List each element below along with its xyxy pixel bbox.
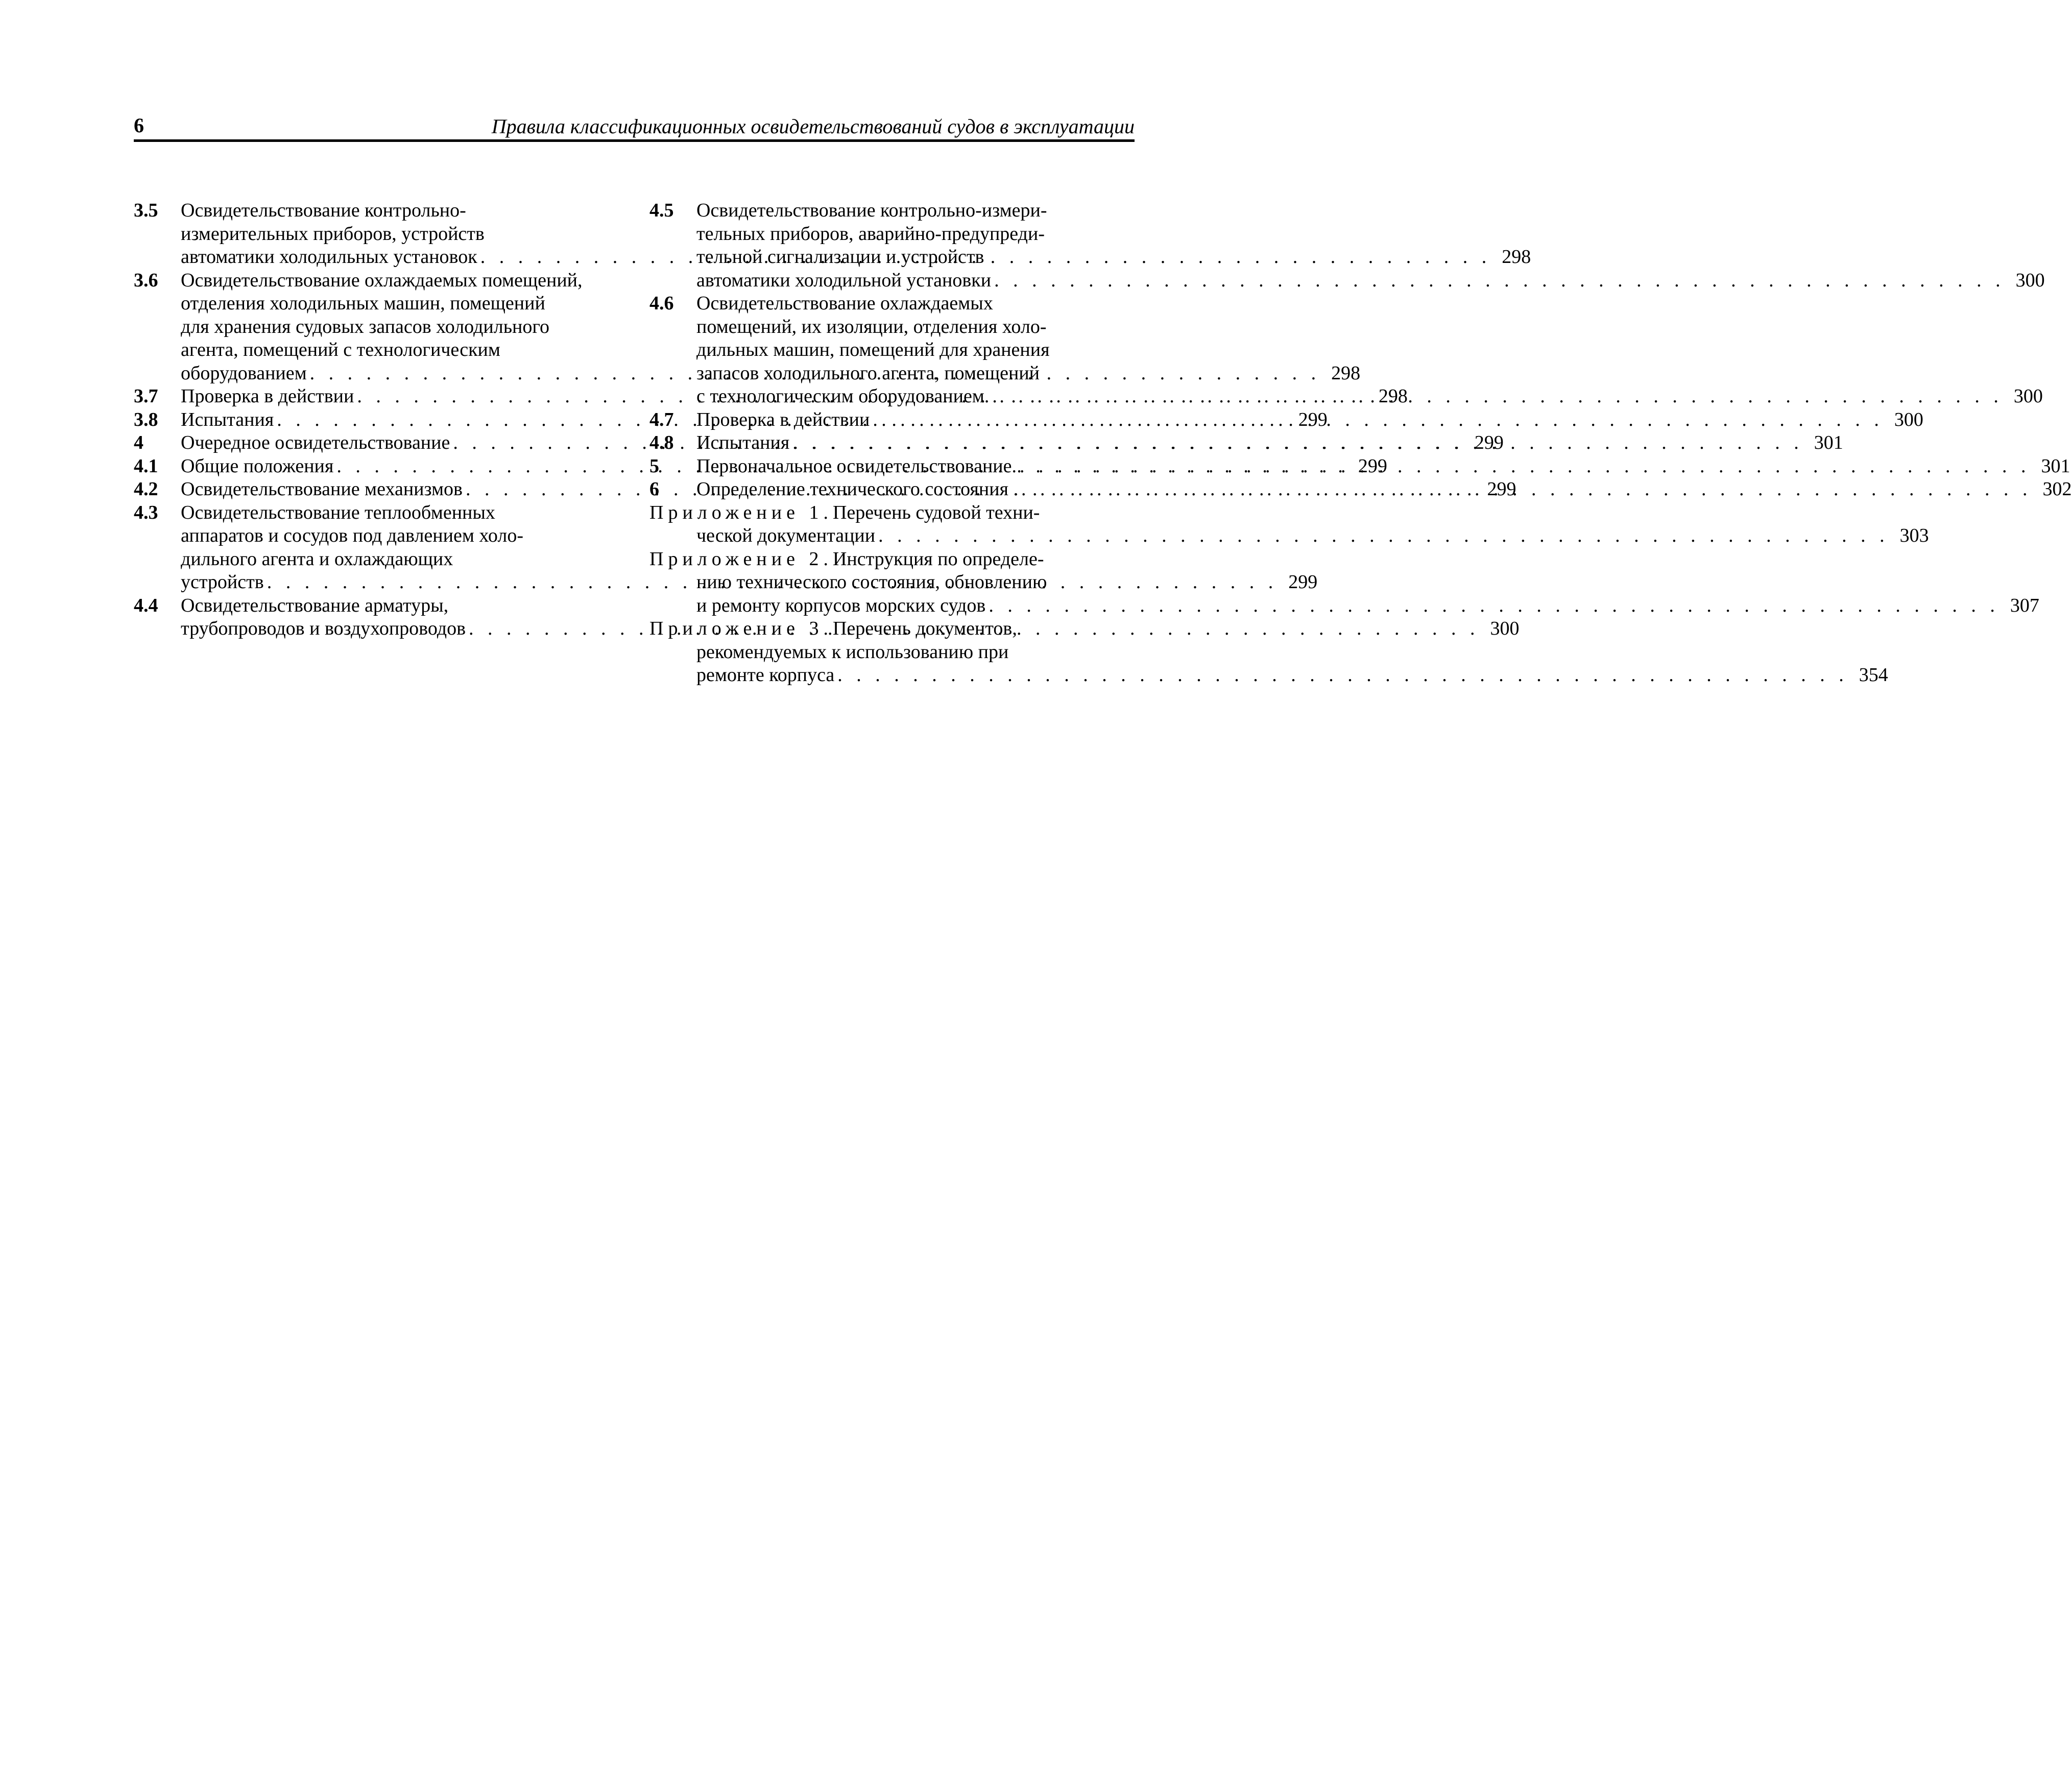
page-ref: 301 xyxy=(2041,455,2070,477)
section-number: 6 xyxy=(649,478,659,500)
appendix-line xyxy=(649,524,1929,548)
entry-line xyxy=(696,362,2043,385)
section-number: 5 xyxy=(649,455,659,477)
entry-body xyxy=(696,455,2070,478)
entry-title-text: оборудованием xyxy=(181,362,307,384)
entry-title-text: Испытания xyxy=(696,432,790,453)
section-number: 4.1 xyxy=(134,455,158,477)
section-number: 4.6 xyxy=(649,293,674,314)
section-number: 4.4 xyxy=(134,594,158,616)
entry-body xyxy=(696,199,2045,292)
entry-line xyxy=(696,455,2070,478)
dot-leader xyxy=(870,408,1884,432)
dot-leader xyxy=(989,385,2003,408)
dot-leader xyxy=(991,269,2005,293)
appendix-label: Приложение 1. xyxy=(649,501,833,523)
entry-line xyxy=(696,199,2045,223)
entry-line xyxy=(696,338,2043,362)
entry-title-text: Первоначальное освидетельствование. xyxy=(696,455,1017,477)
section-number: 3.7 xyxy=(134,385,158,407)
appendix-title-text: ческой документации xyxy=(696,525,876,546)
entry-line xyxy=(696,223,2045,246)
page-ref: 300 xyxy=(1894,408,1923,430)
dot-leader xyxy=(985,594,1999,618)
entry-body xyxy=(696,478,2072,501)
appendix-line xyxy=(649,501,1135,525)
page-ref: 298 xyxy=(1331,362,1361,384)
entry-title-text: Освидетельствование контрольно- xyxy=(181,200,466,221)
appendix-title-text: ремонте корпуса xyxy=(696,664,835,686)
dot-leader xyxy=(875,524,1889,548)
appendix-title-text: Перечень документов, xyxy=(832,618,1017,639)
entry-body xyxy=(696,431,1843,455)
page-ref: 299 xyxy=(1288,571,1318,593)
appendix-title-text: и ремонту корпусов морских судов xyxy=(696,594,986,616)
entry-line xyxy=(696,269,2045,293)
page-ref: 301 xyxy=(1814,432,1843,453)
entry-title-text: Проверка в действии xyxy=(181,385,354,407)
entry-title-text: аппаратов и сосудов под давлением холо- xyxy=(181,525,524,546)
entry-title-text: Освидетельствование контрольно-измери- xyxy=(696,200,1047,221)
section-number: 4.5 xyxy=(649,200,674,221)
entry-line xyxy=(696,292,2043,316)
appendix-label: Приложение 3. xyxy=(649,618,833,639)
entry-line xyxy=(696,246,2045,269)
appendix-line xyxy=(649,664,1888,687)
page-ref: 303 xyxy=(1899,525,1929,546)
entry-title-text: измерительных приборов, устройств xyxy=(181,223,485,245)
page-ref: 300 xyxy=(2013,385,2043,407)
entry-title-text: автоматики холодильной установки xyxy=(696,269,992,291)
entry-title-text: отделения холодильных машин, помещений xyxy=(181,293,545,314)
entry-line xyxy=(696,478,2072,501)
entry-title-text: автоматики холодильных установок xyxy=(181,246,477,268)
entry-title-text: Определение технического состояния . xyxy=(696,478,1019,500)
page-number: 6 xyxy=(134,114,144,137)
entry-title-text: Освидетельствование арматуры, xyxy=(181,594,449,616)
section-number: 4.3 xyxy=(134,501,158,523)
section-number: 4.8 xyxy=(649,432,674,453)
header-rule xyxy=(134,139,1135,142)
running-header xyxy=(134,111,1135,140)
entry-title-text: для хранения судовых запасов холодильного xyxy=(181,316,550,337)
appendix-line xyxy=(649,571,1135,594)
entry-title-text: тельных приборов, аварийно-предупреди- xyxy=(696,223,1045,245)
page-ref: 300 xyxy=(2015,269,2045,291)
entry-title-text: устройств xyxy=(181,571,264,593)
entry-line xyxy=(696,385,2043,408)
entry-title-text: Освидетельствование охлаждаемых xyxy=(696,293,993,314)
page-ref: 300 xyxy=(1490,618,1520,639)
entry-title-text: с технологическим оборудованием. xyxy=(696,385,990,407)
section-number: 3.8 xyxy=(134,408,158,430)
page-ref: 299 xyxy=(1474,432,1504,453)
appendix-line xyxy=(649,641,1135,664)
appendix-title-text: нию технического состояния, обновлению xyxy=(696,571,1047,593)
entry-title-text: Очередное освидетельствование xyxy=(181,432,450,453)
entry-title-text: Освидетельствование теплообменных xyxy=(181,501,495,523)
entry-title-text: Общие положения xyxy=(181,455,334,477)
entry-title-text: дильных машин, помещений для хранения xyxy=(696,339,1050,360)
section-number: 4 xyxy=(134,432,143,453)
appendix-line xyxy=(649,594,2039,618)
entry-title-text: запасов холодильного агента, помещений xyxy=(696,362,1040,384)
page-ref: 299 xyxy=(1487,478,1516,500)
section-number: 4.7 xyxy=(649,408,674,430)
appendix-entry xyxy=(649,501,1929,548)
appendix-line xyxy=(649,548,1135,571)
section-number: 4.2 xyxy=(134,478,158,500)
appendix-title-text: Перечень судовой техни- xyxy=(832,501,1040,523)
appendix-line xyxy=(649,617,1135,641)
entry-title-text: тельной сигнализации и устройств xyxy=(696,246,984,268)
running-title: Правила классификационных освидетельствований судов в эксплуатации xyxy=(491,115,1135,138)
appendix-label: Приложение 2. xyxy=(649,548,833,570)
entry-title-text: трубопроводов и воздухопроводов xyxy=(181,618,466,639)
entry-line xyxy=(696,408,1923,432)
dot-leader xyxy=(1018,478,2032,501)
appendix-title-text: Инструкция по определе- xyxy=(832,548,1044,570)
entry-title-text: Освидетельствование охлаждаемых помещений, xyxy=(181,269,583,291)
entry-title-text: дильного агента и охлаждающих xyxy=(181,548,453,570)
entry-line xyxy=(696,431,1843,455)
entry-title-text: агента, помещений с технологическим xyxy=(181,339,500,360)
page-ref: 298 xyxy=(1502,246,1531,268)
appendix-title-text: рекомендуемых к использованию при xyxy=(696,641,1009,663)
dot-leader xyxy=(789,431,1803,455)
entry-body xyxy=(696,292,2043,408)
dot-leader xyxy=(1017,455,2031,478)
page-ref: 307 xyxy=(2010,594,2039,616)
page-ref: 299 xyxy=(1298,408,1328,430)
entry-body xyxy=(696,408,1923,432)
entry-title-text: помещений, их изоляции, отделения холо- xyxy=(696,316,1047,337)
page-ref: 299 xyxy=(1358,455,1387,477)
entry-title-text: Проверка в действии xyxy=(696,408,870,430)
entry-title-text: Освидетельствование механизмов xyxy=(181,478,463,500)
section-number: 3.5 xyxy=(134,200,158,221)
dot-leader xyxy=(834,664,1848,687)
page-ref: 354 xyxy=(1859,664,1888,686)
entry-title-text: Испытания xyxy=(181,408,274,430)
entry-line xyxy=(696,316,2043,339)
page-ref: 298 xyxy=(1378,385,1408,407)
section-number: 3.6 xyxy=(134,269,158,291)
page-ref: 302 xyxy=(2042,478,2072,500)
